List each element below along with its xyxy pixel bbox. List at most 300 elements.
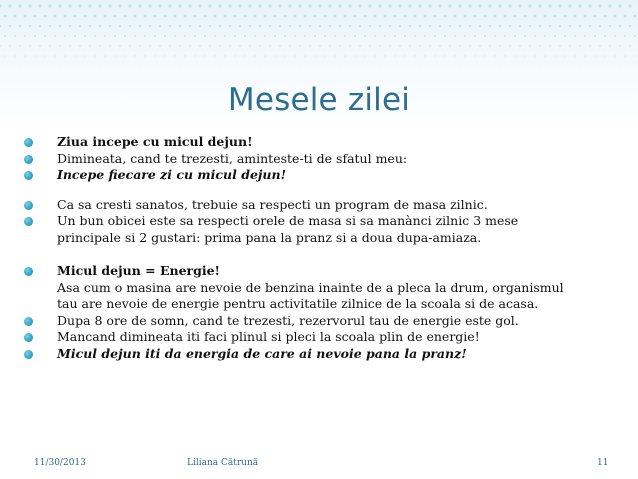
decorative-dot <box>360 66 361 67</box>
decorative-dot <box>554 15 557 18</box>
decorative-dot <box>354 15 357 18</box>
decorative-dot <box>229 25 231 27</box>
bullet-icon <box>24 217 33 226</box>
decorative-dot <box>338 4 341 7</box>
decorative-dot <box>544 55 545 56</box>
decorative-dot <box>324 15 327 18</box>
decorative-dot <box>580 66 581 67</box>
decorative-dot <box>384 55 385 56</box>
decorative-dot <box>240 66 241 67</box>
decorative-dot <box>104 15 107 18</box>
decorative-dot <box>154 55 155 56</box>
decorative-dot <box>200 66 201 67</box>
decorative-dot <box>374 55 375 56</box>
decorative-dot <box>378 4 381 7</box>
bullet-icon <box>24 350 33 359</box>
decorative-dot <box>348 4 351 7</box>
decorative-dot <box>9 45 11 47</box>
decorative-dot <box>574 55 575 56</box>
decorative-dot <box>49 45 51 47</box>
decorative-dot <box>449 25 451 27</box>
decorative-dot <box>510 66 511 67</box>
decorative-dot <box>269 45 271 47</box>
decorative-dot <box>69 45 71 47</box>
decorative-dot <box>94 35 96 37</box>
decorative-dot <box>169 25 171 27</box>
decorative-dot <box>129 45 131 47</box>
decorative-dot <box>274 55 275 56</box>
bullet-list <box>24 134 624 362</box>
decorative-dot <box>214 55 215 56</box>
decorative-dot <box>119 25 121 27</box>
decorative-dot <box>358 4 361 7</box>
footer-page-number: 11 <box>597 458 609 468</box>
decorative-dot <box>280 66 281 67</box>
decorative-dot <box>0 45 1 47</box>
decorative-dot <box>400 66 401 67</box>
decorative-dot <box>394 35 396 37</box>
decorative-dot <box>320 66 321 67</box>
decorative-dot <box>624 35 626 37</box>
decorative-dot <box>54 35 56 37</box>
decorative-dot <box>29 45 31 47</box>
decorative-dot <box>0 25 1 27</box>
decorative-dot <box>564 15 567 18</box>
decorative-dot <box>494 15 497 18</box>
decorative-dot <box>264 35 266 37</box>
decorative-dot <box>274 15 277 18</box>
decorative-dot <box>454 35 456 37</box>
decorative-dot <box>204 55 205 56</box>
decorative-dot <box>394 55 395 56</box>
decorative-dot <box>370 66 371 67</box>
decorative-dot <box>254 55 255 56</box>
decorative-dot <box>539 25 541 27</box>
decorative-dot <box>184 35 186 37</box>
decorative-dot <box>254 15 257 18</box>
bullet-heading: Micul dejun = Energie! <box>57 263 221 278</box>
decorative-dot <box>524 35 526 37</box>
decorative-dot <box>179 45 181 47</box>
bullet-icon <box>24 171 33 180</box>
decorative-dot <box>464 55 465 56</box>
decorative-dot <box>270 66 271 67</box>
decorative-dot <box>214 35 216 37</box>
decorative-dot <box>249 25 251 27</box>
decorative-dot <box>544 35 546 37</box>
decorative-dot <box>0 4 2 7</box>
decorative-dot <box>184 55 185 56</box>
decorative-dot <box>174 35 176 37</box>
decorative-dot <box>138 4 141 7</box>
decorative-dot <box>380 66 381 67</box>
decorative-dot <box>419 25 421 27</box>
bullet-icon <box>24 138 33 147</box>
decorative-dot <box>94 15 97 18</box>
decorative-dot <box>444 55 445 56</box>
decorative-dot <box>14 15 17 18</box>
decorative-dot <box>140 66 141 67</box>
decorative-dot <box>564 55 565 56</box>
decorative-dot <box>124 15 127 18</box>
bullet-icon <box>24 201 33 210</box>
decorative-dot <box>379 45 381 47</box>
decorative-dot <box>468 4 471 7</box>
decorative-dot <box>294 35 296 37</box>
decorative-dot <box>590 66 591 67</box>
decorative-dot <box>579 25 581 27</box>
decorative-dot <box>120 66 121 67</box>
decorative-dot <box>160 66 161 67</box>
decorative-dot <box>414 55 415 56</box>
decorative-dot <box>574 15 577 18</box>
decorative-dot <box>209 25 211 27</box>
decorative-dot <box>484 35 486 37</box>
decorative-dot <box>569 25 571 27</box>
decorative-dot <box>44 55 45 56</box>
decorative-dot <box>98 4 101 7</box>
decorative-dot <box>629 25 631 27</box>
decorative-dot <box>279 45 281 47</box>
decorative-dot <box>144 35 146 37</box>
decorative-dot <box>600 66 601 67</box>
decorative-dot <box>334 55 335 56</box>
decorative-dot <box>354 55 355 56</box>
decorative-dot <box>234 15 237 18</box>
decorative-dot <box>164 55 165 56</box>
decorative-dot <box>224 55 225 56</box>
bullet-item <box>24 313 624 330</box>
bullet-item <box>24 263 624 313</box>
decorative-dot <box>159 45 161 47</box>
decorative-dot <box>89 25 91 27</box>
decorative-dot <box>389 45 391 47</box>
bullet-item <box>24 346 624 363</box>
decorative-dot <box>64 35 66 37</box>
decorative-dot <box>599 45 601 47</box>
decorative-dot <box>238 4 241 7</box>
decorative-dot <box>149 25 151 27</box>
decorative-dot <box>288 4 291 7</box>
decorative-dot <box>474 15 477 18</box>
decorative-dot <box>449 45 451 47</box>
decorative-dot <box>248 4 251 7</box>
decorative-dot <box>178 4 181 7</box>
decorative-dot <box>538 4 541 7</box>
decorative-dot <box>298 4 301 7</box>
decorative-dot <box>258 4 261 7</box>
decorative-dot <box>549 25 551 27</box>
decorative-dot <box>344 15 347 18</box>
bullet-text: Dupa 8 ore de somn, cand te trezesti, rezervorul tau de energie este gol. <box>57 312 519 328</box>
decorative-dot <box>434 15 437 18</box>
decorative-dot <box>349 25 351 27</box>
decorative-dot <box>84 35 86 37</box>
decorative-dot <box>38 4 41 7</box>
decorative-dot <box>564 35 566 37</box>
decorative-dot <box>228 4 231 7</box>
decorative-dot <box>4 15 7 18</box>
bullet-text-continued: principale si 2 gustari: prima pana la pranz si a doua dupa-amiaza. <box>57 229 482 245</box>
decorative-dot <box>559 45 561 47</box>
bullet-text-continued: Asa cum o masina are nevoie de benzina inainte de a pleca la drum, organismul <box>57 279 564 295</box>
decorative-dot <box>589 45 591 47</box>
decorative-dot <box>409 25 411 27</box>
decorative-dot <box>394 15 397 18</box>
decorative-dot <box>14 55 15 56</box>
decorative-dot <box>144 15 147 18</box>
decorative-dot <box>199 25 201 27</box>
decorative-dot <box>609 25 611 27</box>
decorative-dot <box>614 55 615 56</box>
decorative-dot <box>408 4 411 7</box>
decorative-dot <box>159 25 161 27</box>
decorative-dot <box>609 45 611 47</box>
decorative-dot <box>349 45 351 47</box>
decorative-dot <box>619 25 621 27</box>
decorative-dot <box>90 66 91 67</box>
decorative-dot <box>584 55 585 56</box>
decorative-dot <box>634 35 636 37</box>
decorative-dot <box>139 25 141 27</box>
decorative-dot <box>74 55 75 56</box>
decorative-dot <box>588 4 591 7</box>
decorative-dot <box>279 25 281 27</box>
decorative-dot <box>354 35 356 37</box>
decorative-dot <box>489 45 491 47</box>
decorative-dot <box>624 55 625 56</box>
decorative-dot <box>474 55 475 56</box>
decorative-dot <box>198 4 201 7</box>
decorative-dot <box>578 4 581 7</box>
decorative-dot <box>244 15 247 18</box>
decorative-dot <box>69 25 71 27</box>
decorative-dot <box>64 15 67 18</box>
decorative-dot <box>29 25 31 27</box>
decorative-dot <box>404 15 407 18</box>
decorative-dot <box>479 25 481 27</box>
decorative-dot <box>219 45 221 47</box>
decorative-dot <box>314 55 315 56</box>
decorative-dot <box>250 66 251 67</box>
decorative-dot <box>444 15 447 18</box>
decorative-dot <box>440 66 441 67</box>
decorative-dot <box>10 66 11 67</box>
decorative-dot <box>554 55 555 56</box>
decorative-dot <box>329 25 331 27</box>
decorative-dot <box>364 35 366 37</box>
bullet-icon <box>24 317 33 326</box>
decorative-dot <box>369 25 371 27</box>
decorative-dot <box>379 25 381 27</box>
bullet-text: Ca sa cresti sanatos, trebuie sa respecti un program de masa zilnic. <box>57 196 488 212</box>
decorative-dot <box>294 55 295 56</box>
decorative-dot <box>99 25 101 27</box>
decorative-dot <box>364 55 365 56</box>
decorative-dot <box>234 55 235 56</box>
decorative-dot <box>464 15 467 18</box>
decorative-dot <box>500 66 501 67</box>
decorative-dot <box>344 35 346 37</box>
decorative-dot <box>259 45 261 47</box>
decorative-dot <box>164 35 166 37</box>
decorative-dot <box>598 4 601 7</box>
decorative-dot <box>504 55 505 56</box>
decorative-dot <box>469 45 471 47</box>
decorative-dot <box>410 66 411 67</box>
decorative-dot <box>150 66 151 67</box>
decorative-dot <box>84 55 85 56</box>
decorative-dot <box>584 35 586 37</box>
decorative-dot <box>34 15 37 18</box>
decorative-dot <box>114 55 115 56</box>
decorative-dot <box>204 15 207 18</box>
decorative-dot <box>79 25 81 27</box>
decorative-dot <box>114 35 116 37</box>
decorative-dot <box>549 45 551 47</box>
bullet-item <box>24 134 624 151</box>
decorative-dot <box>300 66 301 67</box>
decorative-dot <box>124 35 126 37</box>
decorative-dot <box>48 4 51 7</box>
decorative-dot <box>594 55 595 56</box>
decorative-dot <box>104 55 105 56</box>
decorative-dot <box>118 4 121 7</box>
decorative-dot <box>154 15 157 18</box>
decorative-dot <box>610 66 611 67</box>
decorative-dot <box>100 66 101 67</box>
decorative-dot <box>324 35 326 37</box>
decorative-dot <box>24 15 27 18</box>
decorative-dot <box>260 66 261 67</box>
decorative-dot <box>498 4 501 7</box>
decorative-dot <box>524 55 525 56</box>
decorative-dot <box>339 25 341 27</box>
decorative-dot <box>514 15 517 18</box>
decorative-dot <box>174 15 177 18</box>
decorative-dot <box>194 15 197 18</box>
decorative-dot <box>614 15 617 18</box>
decorative-dot <box>110 66 111 67</box>
decorative-dot <box>148 4 151 7</box>
decorative-dot <box>89 45 91 47</box>
decorative-dot <box>130 66 131 67</box>
decorative-dot <box>244 35 246 37</box>
decorative-dot <box>234 35 236 37</box>
decorative-dot <box>88 4 91 7</box>
decorative-dot <box>499 25 501 27</box>
decorative-dot <box>469 25 471 27</box>
decorative-dot <box>429 45 431 47</box>
decorative-dot <box>190 66 191 67</box>
decorative-dot <box>284 35 286 37</box>
decorative-dot <box>80 66 81 67</box>
decorative-dot <box>129 25 131 27</box>
decorative-dot <box>188 4 191 7</box>
decorative-dot <box>514 55 515 56</box>
decorative-dot <box>284 55 285 56</box>
decorative-dot <box>214 15 217 18</box>
decorative-dot <box>490 66 491 67</box>
decorative-dot <box>479 45 481 47</box>
decorative-dot <box>330 66 331 67</box>
decorative-dot <box>309 45 311 47</box>
decorative-dot <box>504 15 507 18</box>
decorative-dot <box>290 66 291 67</box>
decorative-dot <box>244 55 245 56</box>
bullet-text: Mancand dimineata iti faci plinul si pleci la scoala plin de energie! <box>57 329 480 344</box>
decorative-dot <box>44 35 46 37</box>
decorative-dot <box>78 4 81 7</box>
decorative-dot <box>109 45 111 47</box>
decorative-dot <box>359 45 361 47</box>
decorative-dot <box>404 55 405 56</box>
decorative-dot <box>368 4 371 7</box>
decorative-dot-pattern <box>0 0 638 90</box>
decorative-dot <box>518 4 521 7</box>
decorative-dot <box>168 4 171 7</box>
decorative-dot <box>418 4 421 7</box>
decorative-dot <box>50 66 51 67</box>
decorative-dot <box>24 35 26 37</box>
decorative-dot <box>488 4 491 7</box>
decorative-dot <box>170 66 171 67</box>
bullet-text: Incepe fiecare zi cu micul dejun! <box>57 167 287 182</box>
decorative-dot <box>169 45 171 47</box>
decorative-dot <box>634 55 635 56</box>
decorative-dot <box>59 45 61 47</box>
bullet-item <box>24 213 624 246</box>
decorative-dot <box>359 25 361 27</box>
decorative-dot <box>308 4 311 7</box>
decorative-dot <box>54 55 55 56</box>
decorative-dot <box>499 45 501 47</box>
decorative-dot <box>278 4 281 7</box>
decorative-dot <box>8 4 11 7</box>
decorative-dot <box>149 45 151 47</box>
decorative-dot <box>339 45 341 47</box>
decorative-dot <box>254 35 256 37</box>
decorative-dot <box>374 15 377 18</box>
decorative-dot <box>44 15 47 18</box>
decorative-dot <box>134 15 137 18</box>
decorative-dot <box>318 4 321 7</box>
decorative-dot <box>594 35 596 37</box>
decorative-dot <box>439 45 441 47</box>
decorative-dot <box>434 55 435 56</box>
decorative-dot <box>534 55 535 56</box>
decorative-dot <box>544 15 547 18</box>
decorative-dot <box>268 4 271 7</box>
decorative-dot <box>630 66 631 67</box>
decorative-dot <box>594 15 597 18</box>
decorative-dot <box>539 45 541 47</box>
decorative-dot <box>154 35 156 37</box>
decorative-dot <box>559 25 561 27</box>
decorative-dot <box>509 25 511 27</box>
decorative-dot <box>618 4 621 7</box>
decorative-dot <box>634 15 637 18</box>
decorative-dot <box>399 45 401 47</box>
decorative-dot <box>39 45 41 47</box>
decorative-dot <box>134 55 135 56</box>
decorative-dot <box>399 25 401 27</box>
decorative-dot <box>344 55 345 56</box>
decorative-dot <box>388 4 391 7</box>
decorative-dot <box>18 4 21 7</box>
decorative-dot <box>49 25 51 27</box>
decorative-dot <box>414 15 417 18</box>
